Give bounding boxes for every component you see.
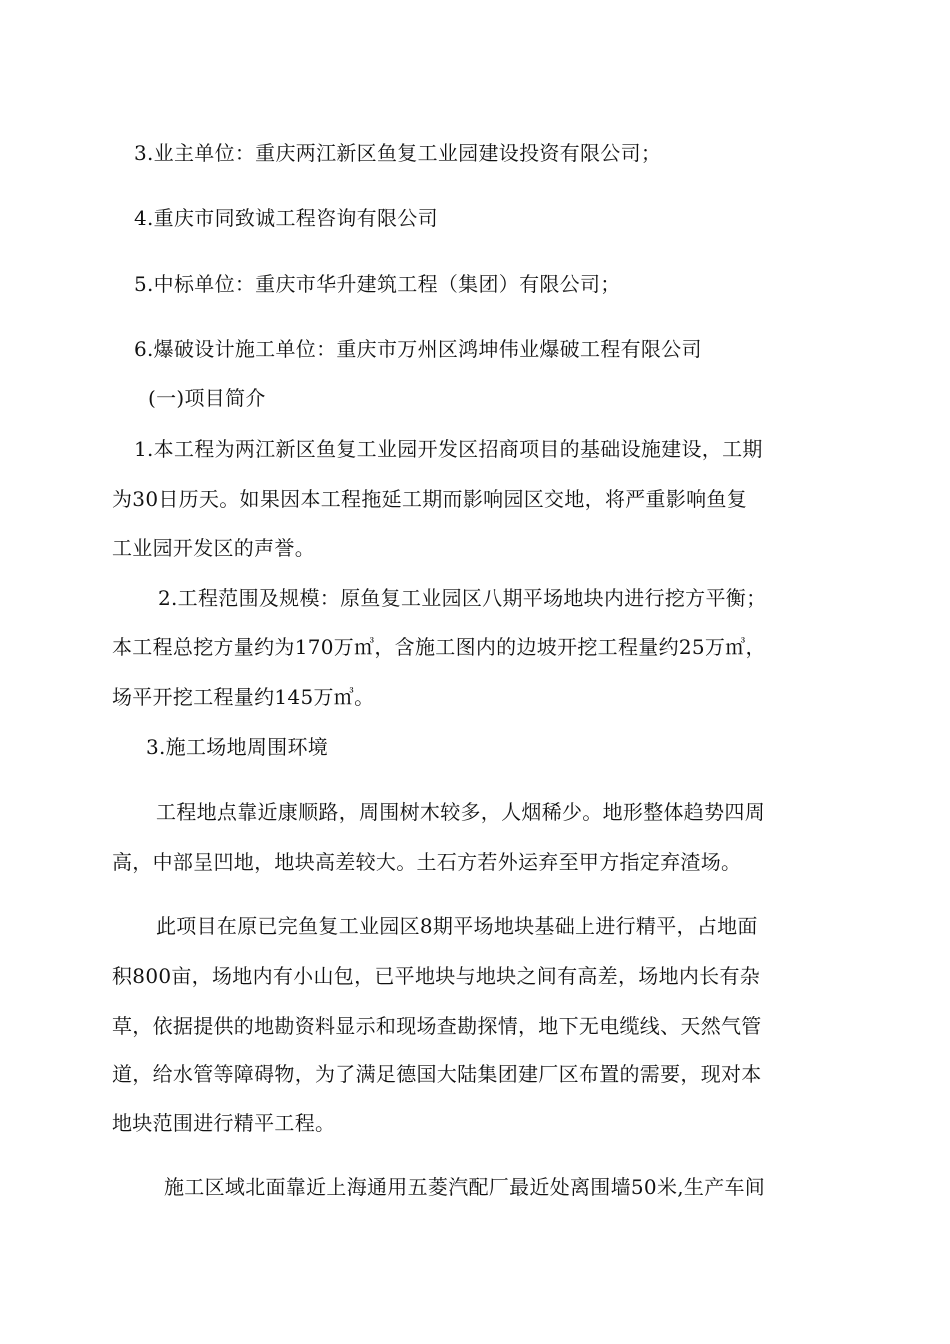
para1-line: 高，中部呈凹地，地块高差较大。土石方若外运弃至甲方指定弃渣场。: [112, 850, 742, 874]
item3-heading: 3.施工场地周围环境: [146, 735, 329, 759]
item1-line: 工业园开发区的声誉。: [112, 536, 315, 560]
list-item-blasting-unit: 6.爆破设计施工单位：重庆市万州区鸿坤伟业爆破工程有限公司: [134, 337, 702, 361]
list-item-contractor: 5.中标单位：重庆市华升建筑工程（集团）有限公司；: [134, 272, 621, 296]
para2-line: 道，给水管等障碍物，为了满足德国大陆集团建厂区布置的需要，现对本: [112, 1062, 762, 1086]
para1-line: 工程地点靠近康顺路，周围树木较多，人烟稀少。地形整体趋势四周: [156, 800, 765, 824]
para2-line: 积800亩，场地内有小山包，已平地块与地块之间有高差，场地内长有杂: [112, 964, 761, 988]
item2-line: 场平开挖工程量约145万㎥。: [112, 685, 375, 709]
list-item-owner: 3.业主单位：重庆两江新区鱼复工业园建设投资有限公司；: [134, 141, 662, 165]
item2-line: 2.工程范围及规模：原鱼复工业园区八期平场地块内进行挖方平衡；: [158, 586, 767, 610]
list-item-consultant: 4.重庆市同致诚工程咨询有限公司: [134, 206, 438, 230]
section-heading: (一)项目简介: [148, 386, 266, 410]
item2-line: 本工程总挖方量约为170万㎥，含施工图内的边坡开挖工程量约25万㎥，: [112, 635, 766, 659]
para3-line: 施工区域北面靠近上海通用五菱汽配厂最近处离围墙50米,生产车间: [164, 1175, 766, 1199]
para2-line: 此项目在原已完鱼复工业园区8期平场地块基础上进行精平，占地面: [156, 914, 758, 938]
item1-line: 1.本工程为两江新区鱼复工业园开发区招商项目的基础设施建设，工期: [134, 437, 763, 461]
item1-line: 为30日历天。如果因本工程拖延工期而影响园区交地，将严重影响鱼复: [112, 487, 748, 511]
para2-line: 草，依据提供的地勘资料显示和现场查勘探情，地下无电缆线、天然气管: [112, 1014, 762, 1038]
para2-line: 地块范围进行精平工程。: [112, 1111, 336, 1135]
